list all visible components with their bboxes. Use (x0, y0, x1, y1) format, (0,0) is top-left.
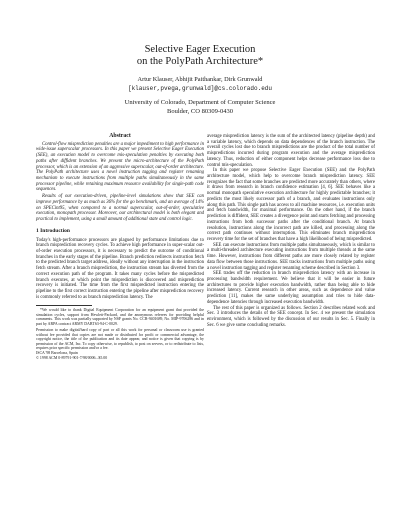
venue-line-1: ISCA '98 Barcelona, Spain (36, 350, 78, 355)
author-emails: [klauser,pvega,grunwald]@cs.colorado.edu (127, 85, 273, 92)
acknowledgement-footnote: *We would like to thank Digital Equipment Corporation for an equipment grant that provided the simulation cycles, support from Hewlett-Packard, and the anonymous referees for providing helpful comments. This work was partially supported by NSF grants No. CCR-9401689, No. MIP-9706286 and in part by ARPA contract ARMY DABT63-94-C-0029. (36, 308, 204, 326)
affiliation-line-2: Boulder, CO 80309-0430 (167, 108, 233, 115)
body-paragraph-3: SEE can execute instructions from multiple paths simultaneously, which is similar to a multi-threaded architecture executing instructions from multiple threads at the same time. However, instructions from different paths are more closely related by register data flow between those instructions. SEE tracks instructions from multiple paths using a novel instruction tagging and register renaming scheme described in Section 3. (207, 242, 375, 271)
venue-line-2: © 1998 ACM 0-89791-901-7/98/0006...$5.00 (36, 355, 108, 360)
affiliation-block (0, 98, 400, 116)
body-paragraph-4: SEE trades off the reduction in branch misprediction latency with an increase in processing bandwidth requirement. We believe that it will be easier in future architectures to provide higher execution bandwidth, rather than being able to hide increased latency. Current research in other areas, such as dependence and value prediction [11], makes the same underlying assumption and tries to hide data-dependence latencies through increased execution bandwidth. (207, 271, 375, 305)
paper-title (0, 44, 400, 68)
body-paragraph-2: In this paper we propose Selective Eager Execution (SEE) and the PolyPath architecture model, which help to overcome branch misprediction latency. SEE recognizes the fact that some branches are predicted more accurately than others, where it draws from research in branch confidence estimation [4, 6]. SEE behaves like a normal monopath speculative execution architecture for highly predictable branches; it predicts the most likely successor path of a branch, and evaluates instructions only along this path. This single path has access to all machine resources, i.e. execution units and fetch bandwidth, for maximal performance. On the other hand, if the branch prediction is diffident, SEE creates a divergence point and starts fetching and processing instructions from both successor paths after the conditional branch. At branch resolution, instructions along the incorrect path are killed, and processing along the correct path continues without interruption. This eliminates branch misprediction recovery time for the set of branches that have a high likelihood of being mispredicted. (207, 168, 376, 242)
right-column (207, 134, 375, 328)
author-block (0, 75, 400, 93)
left-column (36, 134, 204, 360)
introduction-heading: 1 Introduction (36, 227, 70, 234)
title-line-2: on the PolyPath Architecture* (136, 56, 264, 67)
copyright-notice: Permission to make digital/hard copy of part or all this work for personal or classroom use is granted without fee provided that copies are not made or distributed for profit or commercial advantage, the copyright notice, the title of the publication and its date appear, and notice is given that copying is by permission of the ACM, Inc. To copy otherwise, to republish, to post on servers, or to redistribute to lists, requires prior specific permission and/or a fee. (36, 328, 204, 351)
abstract-heading: Abstract (109, 133, 131, 139)
footnote-rule (36, 305, 92, 306)
author-names: Artur Klauser, Abhijit Paithankar, Dirk Grunwald (137, 76, 263, 83)
abstract-paragraph-1: Control-flow misprediction penalties are a major impediment to high performance in wide-issue superscalar processors. In this paper we present Selective Eager Execution (SEE), an execution model to overcome mis-speculation penalties by executing both paths after diffident branches. We present the micro-architecture of the PolyPath processor, which is an extension of an aggressive superscalar, out-of-order architecture. The PolyPath architecture uses a novel instruction tagging and register renaming mechanism to execute instructions from multiple paths simultaneously in the same processor pipeline, while retaining maximum resource availability for single-path code sequences. (36, 141, 204, 193)
introduction-paragraph-1: Today's high-performance processors are plagued by performance limitations due to branch misprediction recovery cycles. To achieve high performance in super-scalar out-of-order execution processors, it is necessary to predict the outcome of conditional branches in the early stages of the pipeline. Branch prediction redirects instruction fetch to the predicted branch target address, ideally without any interruption in the instruction fetch stream. After a branch misprediction, the instruction stream has diverted from the correct execution path of the program. It takes many cycles before the mispredicted branch executes, at which point the misprediction is discovered and misprediction recovery is initiated. The time from the first mispredicted instruction entering the pipeline to the first correct instruction entering the pipeline after misprediction recovery is commonly referred to as branch misprediction latency. The (36, 237, 204, 300)
affiliation-line-1: University of Colorado, Department of Computer Science (124, 99, 276, 106)
title-line-1: Selective Eager Execution (144, 44, 256, 55)
abstract-paragraph-2: Results of our execution-driven, pipeline-level simulations show that SEE can improve performance by as much as 36% for the go benchmark, and an average of 14% on SPECint95, when compared to a normal superscalar, out-of-order, speculative execution, monopath processor. Moreover, our architectural model is both elegant and practical to implement, using a small amount of additional state and control logic. (36, 194, 204, 223)
body-paragraph-1: average misprediction latency is the sum of the architected latency (pipeline depth) and a variable latency, which depends on data dependences of the branch instruction. The overall cycles lost due to branch mispredictions are the product of the total number of mispredictions incurred during program execution and the average misprediction latency. Thus, reduction of either component helps decrease performance loss due to control mis-speculation. (207, 134, 375, 168)
body-paragraph-5: The rest of this paper is organized as follows. Section 2 describes related work and Sec. 3 introduces the details of the SEE concept. In Sec. 4 we present the simulation environment, which is followed by the discussion of our results in Sec. 5. Finally in Sec. 6 we give some concluding remarks. (207, 305, 375, 328)
